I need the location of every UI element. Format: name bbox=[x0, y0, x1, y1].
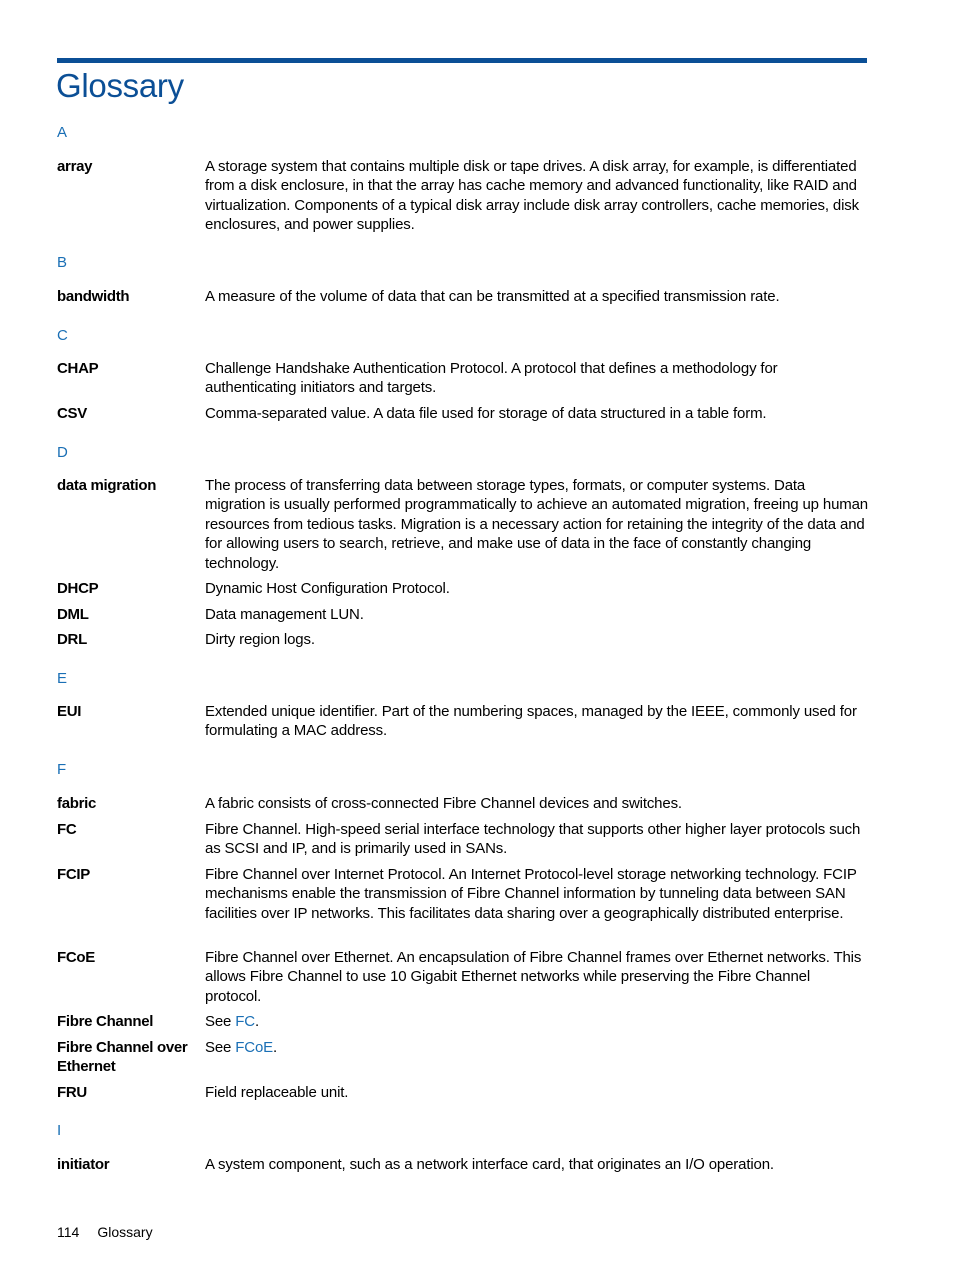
definition-dhcp: Dynamic Host Configuration Protocol. bbox=[205, 580, 450, 597]
definition-fcoe: Fibre Channel over Ethernet. An encapsulation of Fibre Channel frames over Ethernet networks. This allows Fibre Channel to use 10 Gigabit Ethernet networks while preserving the Fibre Channel protocol. bbox=[205, 949, 862, 1005]
definition-array: A storage system that contains multiple disk or tape drives. A disk array, for example, is differentiated from a disk enclosure, in that the array has cache memory and advanced functionality, like RAID and virtualization. Components of a typical disk array include disk array controllers, cache memories, disk enclosures, and power supplies. bbox=[205, 158, 859, 234]
term-chap: CHAP bbox=[57, 360, 99, 377]
definition-fibre-channel bbox=[205, 1012, 869, 1031]
page-number: 114 bbox=[57, 1224, 80, 1240]
term-drl: DRL bbox=[57, 631, 87, 648]
term-fru: FRU bbox=[57, 1084, 87, 1101]
term-array: array bbox=[57, 158, 93, 175]
page-title: Glossary bbox=[56, 67, 184, 104]
section-letter-i: I bbox=[57, 1122, 62, 1139]
see-prefix: See bbox=[205, 1013, 236, 1030]
definition-fabric: A fabric consists of cross-connected Fibre Channel devices and switches. bbox=[205, 795, 682, 812]
section-letter-f: F bbox=[57, 761, 67, 778]
definition-fc: Fibre Channel. High-speed serial interface technology that supports other higher layer protocols such as SCSI and IP, and is primarily used in SANs. bbox=[205, 821, 861, 858]
see-suffix: . bbox=[254, 1013, 259, 1030]
term-fcip: FCIP bbox=[57, 866, 90, 883]
term-fibre-channel-over-ethernet: Fibre Channel over Ethernet bbox=[57, 1039, 188, 1076]
definition-fibre-channel-over-ethernet bbox=[205, 1038, 869, 1057]
term-eui: EUI bbox=[57, 703, 82, 720]
definition-bandwidth: A measure of the volume of data that can be transmitted at a specified transmission rate. bbox=[205, 288, 780, 305]
page-footer bbox=[57, 1222, 153, 1242]
see-suffix: . bbox=[273, 1039, 278, 1056]
term-fcoe: FCoE bbox=[57, 949, 95, 966]
term-fc: FC bbox=[57, 821, 77, 838]
section-letter-b: B bbox=[57, 254, 68, 271]
term-dhcp: DHCP bbox=[57, 580, 99, 597]
definition-initiator: A system component, such as a network interface card, that originates an I/O operation. bbox=[205, 1156, 774, 1173]
term-csv: CSV bbox=[57, 405, 87, 422]
section-letter-d: D bbox=[57, 444, 68, 461]
section-letter-e: E bbox=[57, 670, 68, 687]
definition-fcip: Fibre Channel over Internet Protocol. An Internet Protocol-level storage networking technology. FCIP mechanisms enable the transmission of Fibre Channel information by tunneling data between SAN facilities over IP networks. This facilitates data sharing over a geographically distributed enterprise. bbox=[205, 866, 857, 922]
term-fabric: fabric bbox=[57, 795, 97, 812]
link-fc[interactable]: FC bbox=[235, 1013, 255, 1030]
term-dml: DML bbox=[57, 606, 89, 623]
term-bandwidth: bandwidth bbox=[57, 288, 130, 305]
definition-eui: Extended unique identifier. Part of the numbering spaces, managed by the IEEE, commonly used for formulating a MAC address. bbox=[205, 703, 857, 740]
title-rule bbox=[57, 58, 867, 63]
section-letter-c: C bbox=[57, 327, 68, 344]
definition-chap: Challenge Handshake Authentication Protocol. A protocol that defines a methodology for authenticating initiators and targets. bbox=[205, 360, 778, 397]
definition-dml: Data management LUN. bbox=[205, 606, 364, 623]
definition-drl: Dirty region logs. bbox=[205, 631, 315, 648]
link-fcoe[interactable]: FCoE bbox=[235, 1039, 274, 1056]
term-initiator: initiator bbox=[57, 1156, 110, 1173]
term-fibre-channel: Fibre Channel bbox=[57, 1013, 154, 1030]
definition-fru: Field replaceable unit. bbox=[205, 1084, 349, 1101]
see-prefix: See bbox=[205, 1039, 236, 1056]
section-letter-a: A bbox=[57, 124, 68, 141]
definition-data-migration: The process of transferring data between storage types, formats, or computer systems. Data migration is usually performed programmatically to achieve an automated migration, freeing up human resources from tedious tasks. Migration is a necessary action for retaining the integrity of the data and for allowing users to search, retrieve, and make use of data in the face of constantly changing technology. bbox=[205, 477, 868, 572]
footer-section-title: Glossary bbox=[97, 1224, 153, 1240]
definition-csv: Comma-separated value. A data file used for storage of data structured in a table form. bbox=[205, 405, 767, 422]
term-data-migration: data migration bbox=[57, 477, 157, 494]
